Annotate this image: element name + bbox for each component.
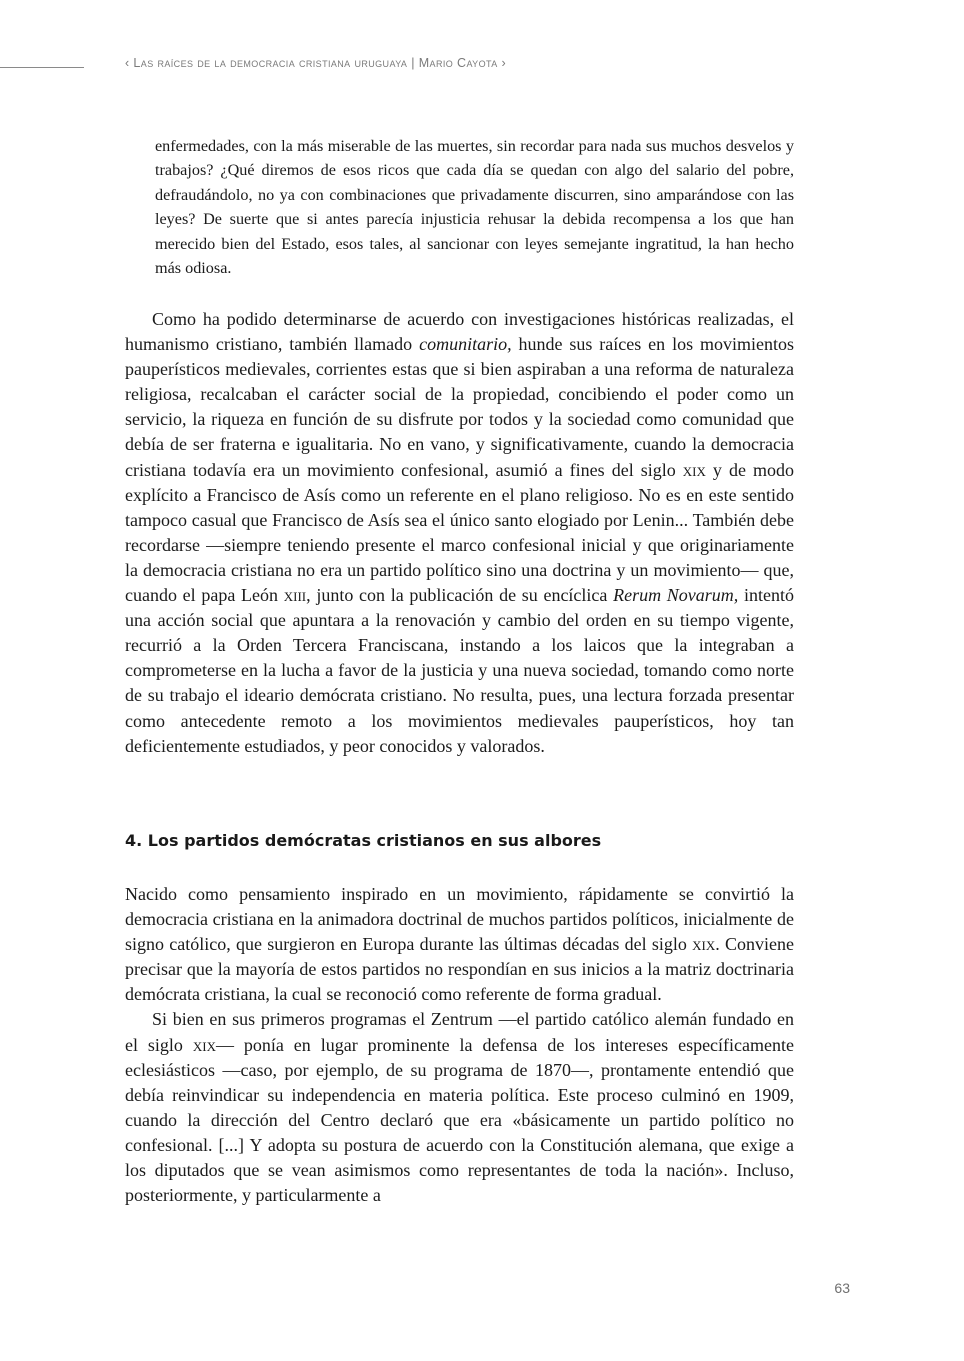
text-run: — ponía en lugar prominente la defensa de los intereses específicamente eclesiásticos —caso, por ejemplo, de su programa de 1870—, prontamente entendió que debía reinvindicar su independencia en materia política. Este proceso culminó en 1909, cuando la dirección del Centro declaró que era «básicamente un partido político no confesional. [...] Y adopta su postura de acuerdo con la Constitución alemana, que exige a los diputados que se vean asimismos como representantes de toda la nación». Incluso, posteriormente, y particularmente a [125,1034,795,1206]
italic-title: Rerum Novarum, [613,585,739,606]
roman-numeral: xix [682,459,706,480]
text-run: hunde sus raíces en los movimientos pauperísticos medievales, corrientes estas que si bien aspiraban a una reforma de naturaleza religiosa, recalcaban el carácter social de la propiedad, concibiendo el poder como un servicio, la riqueza en función de su disfrute por todos y la sociedad como comunidad que debía de ser fraterna e igualitaria. No en vano, y significativamente, cuando la democracia cristiana todavía era un movimiento confesional, asumió a fines del siglo [125,334,794,480]
text-run: y de modo explícito a Francisco de Asís como un referente en el plano religioso. No es en este sentido tampoco casual que Francisco de Asís sea el único santo elogiado por Lenin... También debe recordarse —siempre teniendo presente el marco confesional inicial y que originariamente la democracia cristiana no era un partido político sino una doctrina y un movimiento— que, cuando el papa León [125,459,794,606]
section-heading: 4. Los partidos demócratas cristianos en sus albores [125,831,602,850]
text-run: intentó una acción social que apuntara a la renovación y cambio del orden en su tiempo vigente, recurrió a la Orden Tercera Franciscana, instando a los laicos que la integraban a comprometerse en la lucha a favor de la justicia y una nueva sociedad, tomando como norte de su trabajo el ideario demócrata cristiano. No resulta, pues, una lectura forzada presentar como antecedente remoto a los movimientos medievales pauperísticos, hoy tan deficientemente estudiados, y peor conocidos y valorados. [125,585,794,756]
paragraph-zentrum [125,1007,794,1208]
page-number: 63 [834,1280,850,1296]
text-run: Nacido como pensamiento inspirado en un movimiento, rápidamente se convirtió la democracia cristiana en la animadora doctrinal de muchos partidos políticos, inicialmente de signo católico, que surgieron en Europa durante las últimas décadas del siglo [125,884,794,955]
header-rule [0,67,84,68]
italic-term: comunitario, [419,334,512,355]
text-run: . Conviene precisar que la mayoría de estos partidos no respondían en sus inicios a la matriz doctrinaria demócrata cristiana, la cual se reconoció como referente de forma gradual. [125,934,794,1005]
block-quote: enfermedades, con la más miserable de las muertes, sin recordar para nada sus muchos desvelos y trabajos? ¿Qué diremos de esos ricos que cada día se quedan con algo del salario del pobre, defraudándolo, no ya con combinaciones que privadamente discurren, sino amparándose con las leyes? De suerte que si antes parecía injusticia rehusar la debida recompensa a los que han merecido bien del Estado, esos tales, al sancionar con leyes semejante ingratitud, la han hecho más odiosa. [155,137,794,278]
roman-numeral: xix [692,934,716,955]
text-run: Si bien en sus primeros programas el Zentrum —el partido católico alemán fundado en el siglo [125,1009,794,1055]
text-run: Como ha podido determinarse de acuerdo con investigaciones históricas realizadas, el humanismo cristiano, también llamado [125,309,794,355]
section-body [125,882,794,1208]
text-run: , junto con la publicación de su encíclica [306,585,614,606]
roman-numeral: xiii [283,585,307,606]
running-header: ‹ Las raíces de la democracia cristiana uruguaya | Mario Cayota › [125,56,507,70]
paragraph-nacido [125,882,794,1007]
paragraph-humanismo [125,307,794,759]
roman-numeral: xix [192,1034,216,1055]
